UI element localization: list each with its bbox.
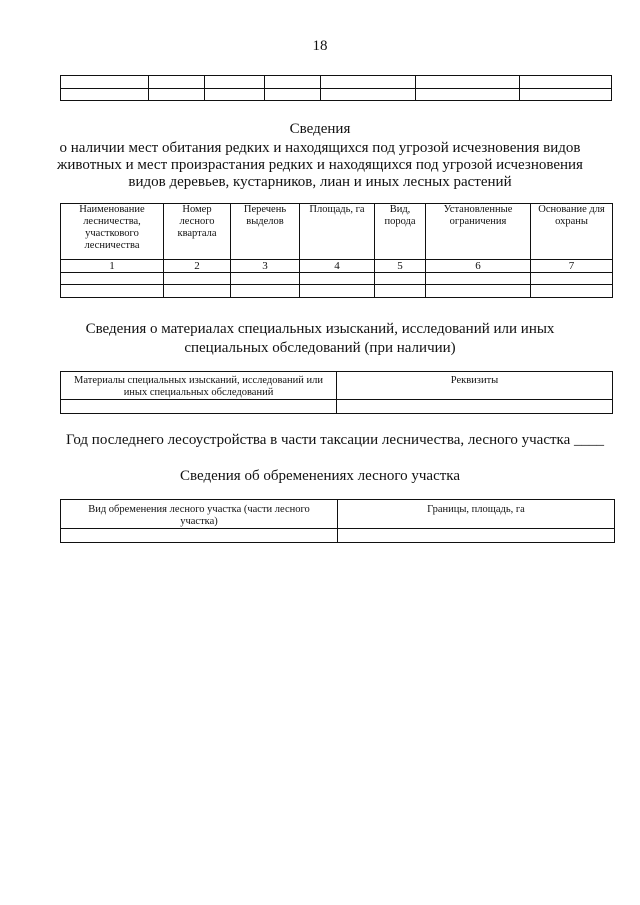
col-header-boundaries-area: Границы, площадь, га [338,500,615,529]
col-header-plots: Перечень выделов [231,204,300,260]
col-header-encumbrance-type: Вид обременения лесного участка (части лесного участка) [61,500,338,529]
continuation-table [60,75,612,101]
special-surveys-table [60,371,613,414]
col-header-species: Вид, порода [375,204,426,260]
col-number-1: 1 [61,260,164,273]
table-row [61,273,613,285]
col-header-quarter: Номер лесного квартала [164,204,231,260]
col-header-protection-basis: Основание для охраны [531,204,613,260]
table-row [61,285,613,298]
col-header-requisites: Реквизиты [337,372,613,400]
col-number-6: 6 [426,260,531,273]
col-number-3: 3 [231,260,300,273]
page-number: 18 [312,38,328,54]
encumbrances-table [60,499,615,543]
col-header-area: Площадь, га [300,204,375,260]
col-number-4: 4 [300,260,375,273]
table-row [61,529,615,543]
rare-species-table [60,203,613,298]
forest-inventory-year-line: Год последнего лесоустройства в части таксации лесничества, лесного участка ____ [66,432,605,448]
section3-title: Сведения об обременениях лесного участка [179,468,461,484]
section1-subtitle-line-3: видов деревьев, кустарников, лиан и иных лесных растений [128,174,512,190]
table-row [61,400,613,414]
section2-title-line-1: Сведения о материалах специальных изысканий, исследований или иных [85,321,555,337]
section1-subtitle-line-2: животных и мест произрастания редких и находящихся под угрозой исчезновения [57,157,583,173]
section2-title-line-2: специальных обследований (при наличии) [184,340,456,356]
col-number-7: 7 [531,260,613,273]
section1-subtitle-line-1: о наличии мест обитания редких и находящихся под угрозой исчезновения видов [59,140,581,156]
col-number-2: 2 [164,260,231,273]
col-header-materials: Материалы специальных изысканий, исследований или иных специальных обследований [61,372,337,400]
col-header-forestry: Наименование лесничества, участкового лесничества [61,204,164,260]
section1-title: Сведения [289,121,351,137]
col-number-5: 5 [375,260,426,273]
col-header-restrictions: Установленные ограничения [426,204,531,260]
